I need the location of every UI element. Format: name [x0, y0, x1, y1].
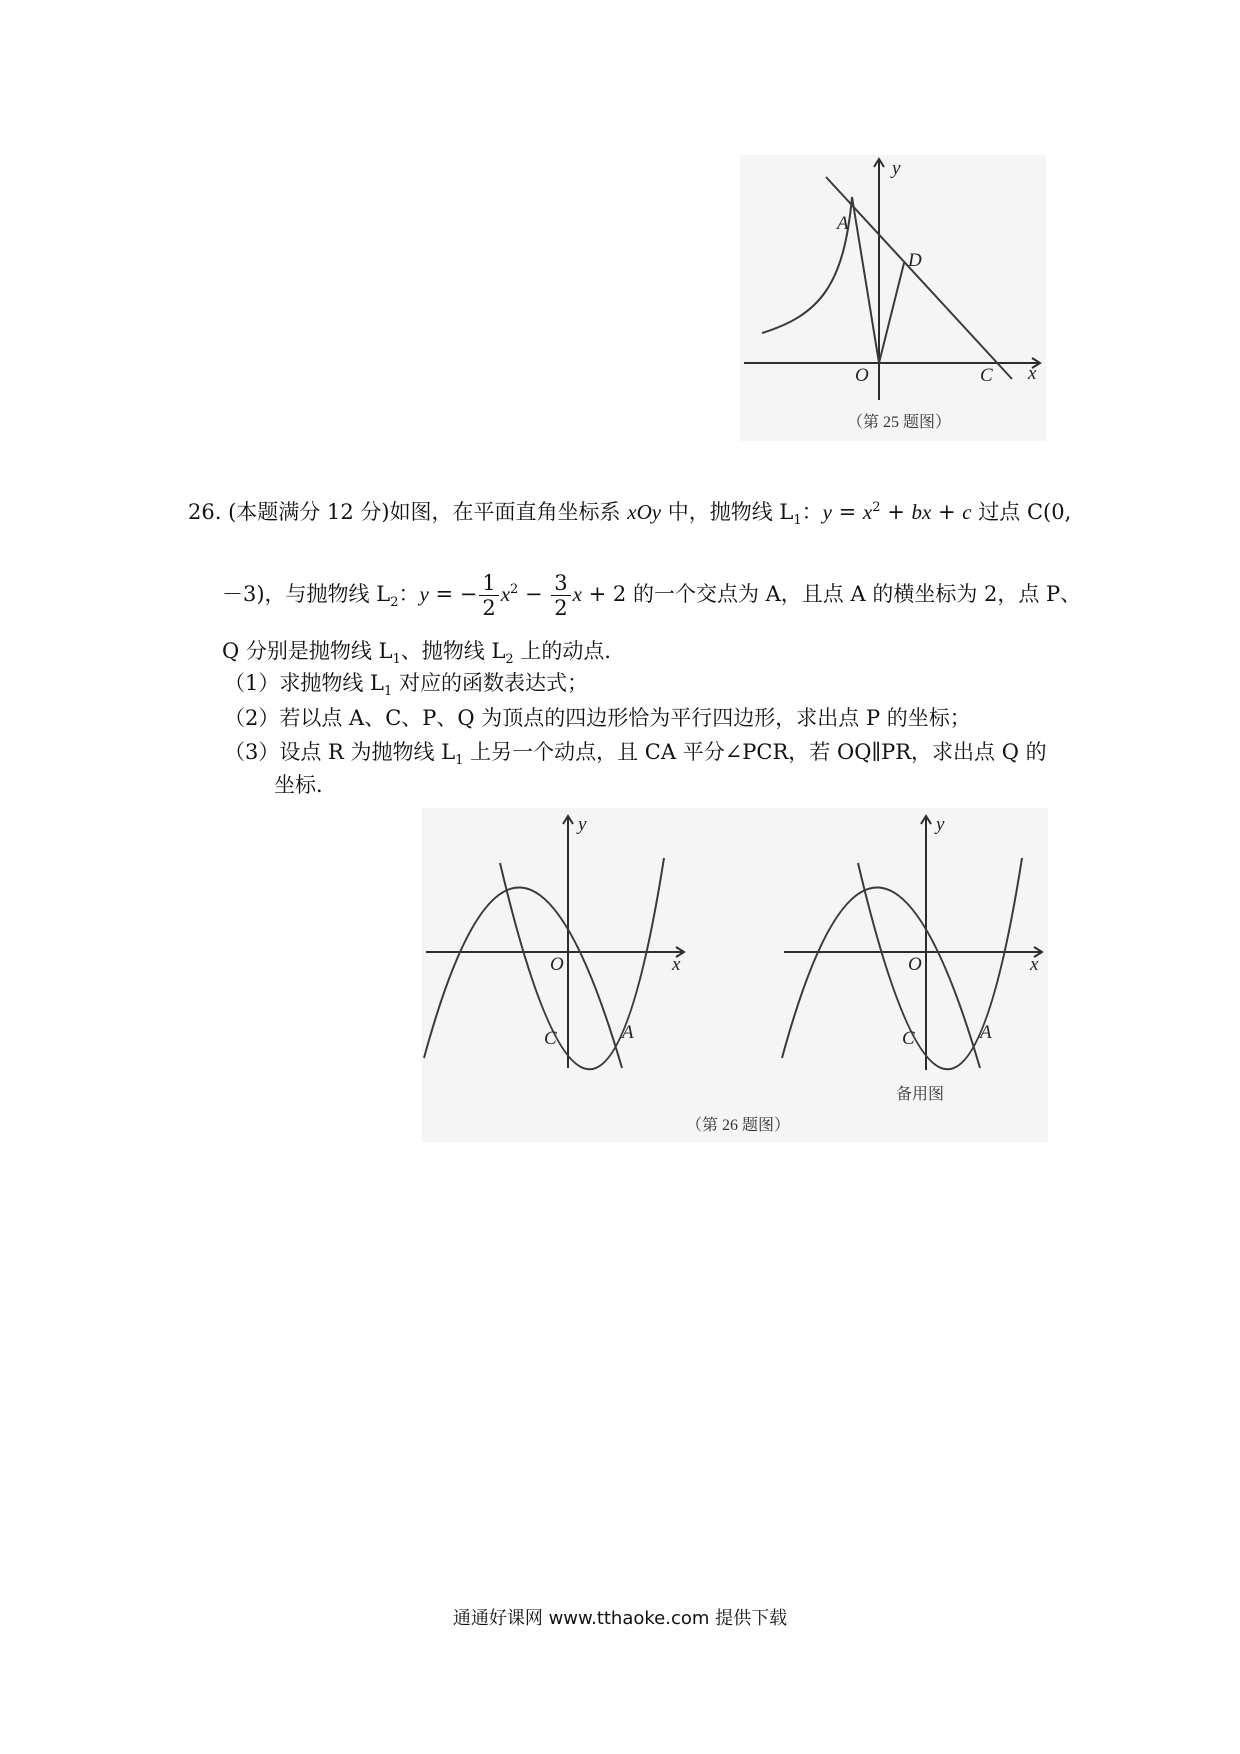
label-x: x — [672, 954, 681, 975]
q26-line2: －3)，与抛物线 $L_2$：y = − $\frac{1}{2}$ $x^2$ − $\frac{3}{2}$ x + 2 的一个交点为 A，且点 A 的横坐标为 2，点 P、 — [222, 571, 1082, 620]
figure-26 — [422, 808, 1048, 1142]
label-A: A — [837, 213, 849, 234]
q26-sub3-cont: 坐标． — [274, 773, 337, 797]
caption-25: （第 25 题图） — [847, 414, 952, 431]
label-x: x — [1028, 363, 1037, 384]
label-y: y — [936, 814, 945, 835]
label-y: y — [892, 158, 901, 179]
spare-figure-label: 备用图 — [896, 1086, 945, 1103]
label-O: O — [855, 365, 869, 386]
label-C: C — [544, 1028, 557, 1049]
q26-line3: Q 分别是抛物线 $L_1$、抛物线 $L_2$ 上的动点． — [222, 639, 626, 668]
label-D: D — [908, 250, 922, 271]
xoy: xOy — [627, 500, 662, 524]
caption-26: （第 26 题图） — [686, 1117, 791, 1134]
q26-sub1: （1）求抛物线 $L_1$ 对应的函数表达式； — [224, 671, 588, 700]
label-C: C — [902, 1028, 915, 1049]
fraction-one-half: $\frac{1}{2}$ — [479, 571, 498, 620]
figure-25 — [740, 155, 1046, 441]
q26-number: 26. — [188, 500, 222, 524]
footer: 通通好课网 www.tthaoke.com 提供下载 — [452, 1608, 788, 1629]
q26-sub3: （3）设点 R 为抛物线 $L_1$ 上另一个动点，且 CA 平分∠PCR，若 OQ∥PR，求出点 Q 的 — [224, 740, 1047, 769]
label-A: A — [980, 1022, 992, 1043]
label-y: y — [578, 814, 587, 835]
label-A: A — [622, 1022, 634, 1043]
q26-sub2: （2）若以点 A、C、P、Q 为顶点的四边形恰为平行四边形，求出点 P 的坐标； — [224, 706, 971, 730]
label-x: x — [1030, 954, 1039, 975]
label-O: O — [908, 954, 922, 975]
label-C: C — [980, 365, 993, 386]
fraction-three-halves: $\frac{3}{2}$ — [551, 571, 570, 620]
q26-line1: 26. (本题满分 12 分)如图，在平面直角坐标系 xOy 中，抛物线 $L_1$：$y = x^2$ + bx + c 过点 C(0, — [188, 500, 1072, 529]
q26-points: (本题满分 12 分) — [228, 500, 390, 524]
label-O: O — [550, 954, 564, 975]
